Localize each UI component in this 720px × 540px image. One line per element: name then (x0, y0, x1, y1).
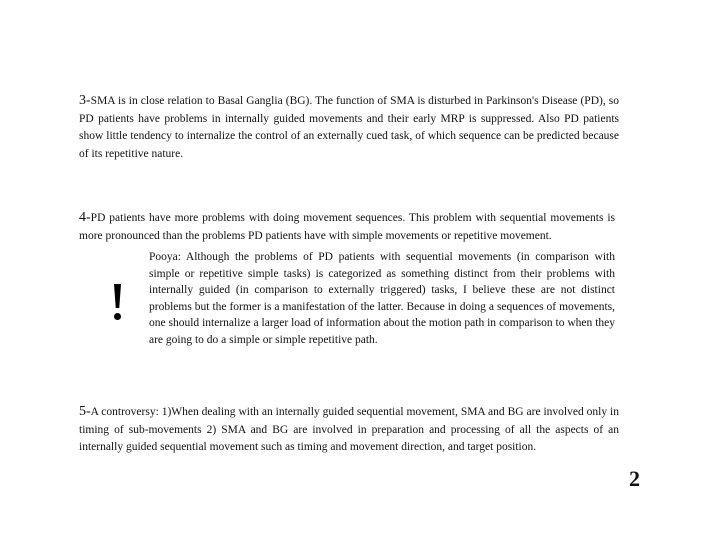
paragraph-number: 5- (79, 404, 91, 419)
paragraph-text: PD patients have more problems with doing movement sequences. This problem with sequential movements is more pronounced than the problems PD patients have with simple movements or repetitive movement. (79, 212, 615, 242)
paragraph-3 (79, 92, 619, 163)
paragraph-5 (79, 403, 619, 457)
exclamation-icon (111, 284, 125, 324)
page-number: 2 (629, 466, 640, 491)
paragraph-text: A controversy: 1)When dealing with an internally guided sequential movement, SMA and BG are involved only in timing of sub-movements 2) SMA and BG are involved in preparation and processing of all the aspects of an internally guided sequential movement such as timing and movement direction, and target position. (79, 406, 619, 453)
paragraph-text: SMA is in close relation to Basal Ganglia (BG). The function of SMA is disturbed in Parkinson's Disease (PD), so PD patients have problems in internally guided movements and their early MRP is suppressed. Also PD patients show little tendency to internalize the control of an externally cued task, of which sequence can be predicted because of its repetitive nature. (79, 95, 619, 160)
author-note: Pooya: Although the problems of PD patients with sequential movements (in comparison with simple or repetitive simple tasks) is categorized as something distinct from their problems with internally guided (in comparison to externally triggered) tasks, I believe these are not distinct problems but the former is a manifestation of the latter. Because in doing a sequences of movements, one should internalize a larger load of information about the motion path in comparison to when they are going to do a simple or simple repetitive path. (149, 251, 615, 346)
paragraph-number: 3- (79, 93, 91, 108)
paragraph-4 (79, 209, 615, 245)
paragraph-number: 4- (79, 210, 91, 225)
